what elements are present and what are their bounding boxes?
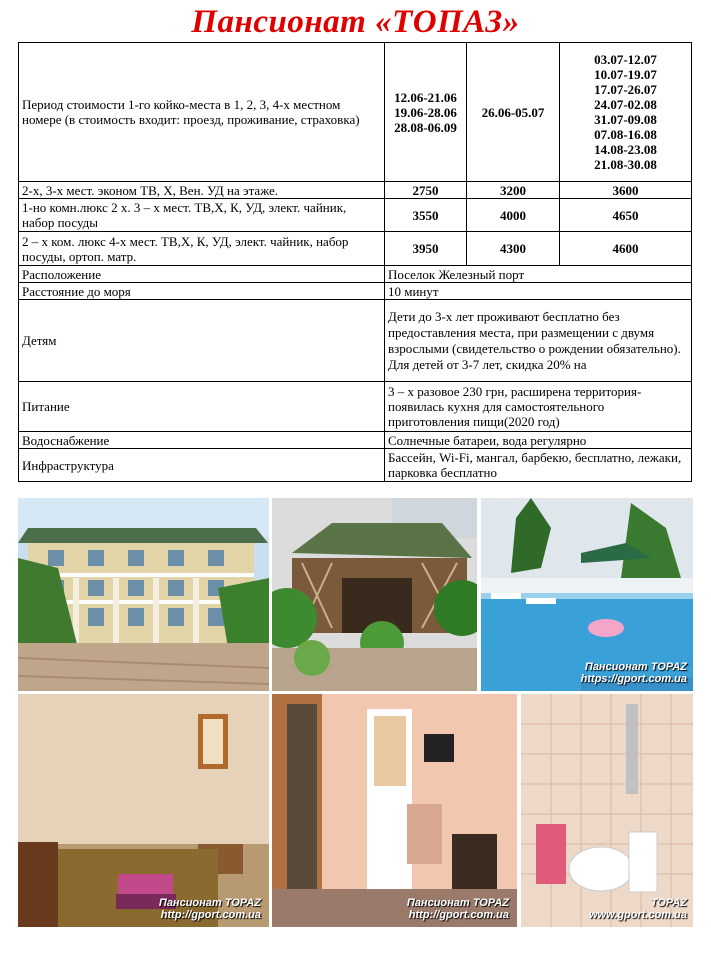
info-label: Инфраструктура xyxy=(19,449,385,482)
info-value: Бассейн, Wi-Fi, мангал, барбекю, бесплатно, лежаки, парковка бесплатно xyxy=(385,449,692,482)
room-photo xyxy=(18,694,269,927)
price-cell: 2750 xyxy=(385,182,467,199)
period-col-2: 26.06-05.07 xyxy=(467,43,560,182)
info-value: 3 – х разовое 230 грн, расширена территория- появилась кухня для самостоятельного приготовления пищи(2020 год) xyxy=(385,382,692,432)
info-label: Питание xyxy=(19,382,385,432)
table-header-row xyxy=(19,43,692,182)
info-row xyxy=(19,449,692,482)
pool-watermark: Пансионат TOPAZ https://gport.com.ua xyxy=(580,661,687,685)
info-row xyxy=(19,283,692,300)
room2-photo xyxy=(272,694,517,927)
gazebo-photo xyxy=(272,498,477,691)
info-row xyxy=(19,432,692,449)
room-type-label: 2-х, 3-х мест. эконом ТВ, Х, Вен. УД на этаже. xyxy=(19,182,385,199)
price-cell: 3550 xyxy=(385,199,467,232)
period-col-3: 03.07-12.07 10.07-19.07 17.07-26.07 24.07-02.08 31.07-09.08 07.08-16.08 14.08-23.08 21.08-30.08 xyxy=(560,43,692,182)
info-value: Дети до 3-х лет проживают бесплатно без предоставления места, при размещении с двумя взрослыми (свидетельство о рождении обязательно). Для детей от 3-7 лет, скидка 20% на xyxy=(385,300,692,382)
info-row xyxy=(19,382,692,432)
info-label: Детям xyxy=(19,300,385,382)
room-watermark: Пансионат TOPAZ http://gport.com.ua xyxy=(158,897,261,921)
info-label: Расстояние до моря xyxy=(19,283,385,300)
info-value: Поселок Железный порт xyxy=(385,266,692,283)
header-label: Период стоимости 1-го койко-места в 1, 2, 3, 4-х местном номере (в стоимость входит: проезд, проживание, страховка) xyxy=(19,43,385,182)
price-cell: 3200 xyxy=(467,182,560,199)
pool-photo xyxy=(481,498,693,691)
table-row xyxy=(19,232,692,266)
info-row xyxy=(19,300,692,382)
price-cell: 3600 xyxy=(560,182,692,199)
room2-watermark: Пансионат TOPAZ http://gport.com.ua xyxy=(406,897,509,921)
bath-photo xyxy=(521,694,693,927)
table-row xyxy=(19,182,692,199)
info-label: Водоснабжение xyxy=(19,432,385,449)
period-col-1: 12.06-21.06 19.06-28.06 28.08-06.09 xyxy=(385,43,467,182)
price-cell: 4600 xyxy=(560,232,692,266)
price-cell: 3950 xyxy=(385,232,467,266)
page-title: Пансионат «ТОПАЗ» xyxy=(191,4,520,40)
info-row xyxy=(19,266,692,283)
room-type-label: 1-но комн.люкс 2 х. 3 – х мест. ТВ,Х, К, УД, элект. чайник, набор посуды xyxy=(19,199,385,232)
info-value: Солнечные батареи, вода регулярно xyxy=(385,432,692,449)
price-cell: 4000 xyxy=(467,199,560,232)
info-label: Расположение xyxy=(19,266,385,283)
table-row xyxy=(19,199,692,232)
price-cell: 4650 xyxy=(560,199,692,232)
info-value: 10 минут xyxy=(385,283,692,300)
price-cell: 4300 xyxy=(467,232,560,266)
price-table xyxy=(18,42,692,482)
building-photo xyxy=(18,498,269,691)
bath-watermark: TOPAZ www.gport.com.ua xyxy=(589,897,687,921)
room-type-label: 2 – х ком. люкс 4-х мест. ТВ,Х, К, УД, элект. чайник, набор посуды, ортоп. матр. xyxy=(19,232,385,266)
